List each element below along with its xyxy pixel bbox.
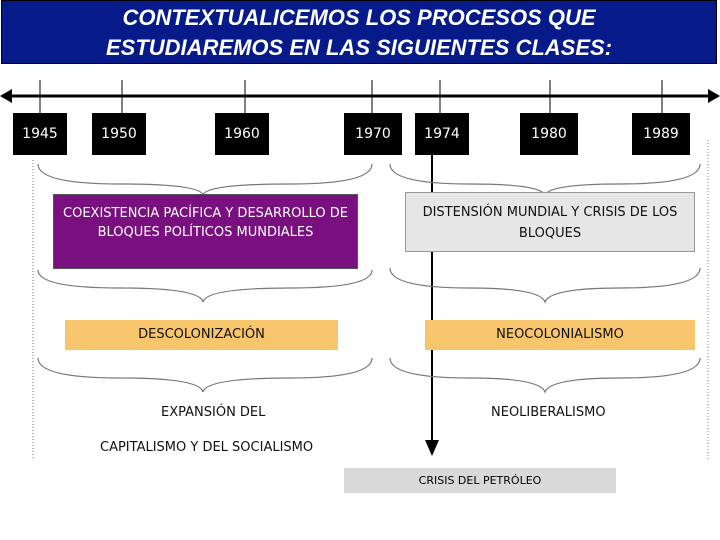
- year-1945: 1945: [13, 113, 67, 155]
- crisis-petroleo-box: CRISIS DEL PETRÓLEO: [344, 468, 616, 493]
- timeline-right-arrow: [708, 89, 720, 103]
- oil-crisis-arrowhead: [425, 440, 439, 456]
- year-1989: 1989: [632, 113, 690, 155]
- year-1960: 1960: [215, 113, 269, 155]
- neocolonialismo-box: NEOCOLONIALISMO: [425, 320, 695, 350]
- year-1950: 1950: [92, 113, 146, 155]
- coexistencia-box: COEXISTENCIA PACÍFICA Y DESARROLLO DE BLOQUES POLÍTICOS MUNDIALES: [53, 194, 358, 269]
- year-1974: 1974: [415, 113, 469, 155]
- year-1980: 1980: [520, 113, 578, 155]
- expansion-line-2: CAPITALISMO Y DEL SOCIALISMO: [100, 440, 314, 455]
- title-line-2: ESTUDIAREMOS EN LAS SIGUIENTES CLASES:: [105, 35, 613, 60]
- expansion-line-1: EXPANSIÓN DEL: [161, 405, 266, 420]
- descolonizacion-box: DESCOLONIZACIÓN: [65, 320, 338, 350]
- timeline-left-arrow: [0, 89, 12, 103]
- year-1970: 1970: [344, 113, 402, 155]
- neoliberalismo-label: NEOLIBERALISMO: [491, 405, 606, 420]
- distension-box: DISTENSIÓN MUNDIAL Y CRISIS DE LOS BLOQUES: [405, 192, 695, 252]
- title-line-1: CONTEXTUALICEMOS LOS PROCESOS QUE: [122, 5, 596, 30]
